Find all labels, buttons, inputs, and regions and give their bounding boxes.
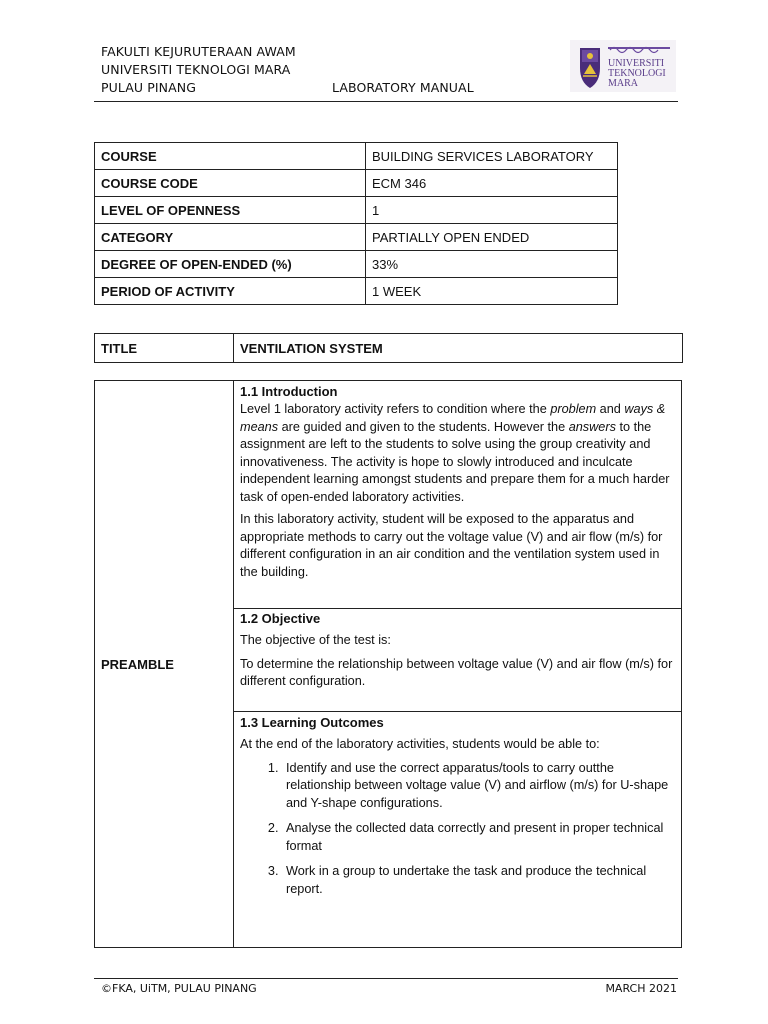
table-row [95, 251, 618, 278]
info-value: PARTIALLY OPEN ENDED [366, 224, 618, 251]
info-value: BUILDING SERVICES LABORATORY [366, 143, 618, 170]
introduction-paragraph: Level 1 laboratory activity refers to condition where the problem and ways & means are guided and given to the students. However the answers to the assignment are left to the students to solve using the group creativity and innovativeness. The activity is hope to slowly introduced and inculcate independent learning amongst students and prepare them for a much harder task of open-ended laboratory activities. [240, 402, 670, 504]
uitm-logo [570, 40, 676, 92]
info-value: 1 [366, 197, 618, 224]
footer-date: MARCH 2021 [605, 982, 677, 995]
course-info-table [94, 142, 618, 305]
info-label: COURSE [95, 143, 366, 170]
objective-intro: The objective of the test is: [240, 633, 391, 647]
learning-outcomes-heading: 1.3 Learning Outcomes [240, 715, 384, 730]
table-row [95, 143, 618, 170]
title-row [95, 334, 683, 363]
faculty-name: FAKULTI KEJURUTERAAN AWAM [101, 44, 296, 59]
info-label: LEVEL OF OPENNESS [95, 197, 366, 224]
footer-divider [94, 978, 678, 979]
table-row [95, 170, 618, 197]
table-row [95, 278, 618, 305]
header-divider [94, 101, 678, 102]
objective-text: To determine the relationship between voltage value (V) and air flow (m/s) for different configuration. [240, 656, 673, 688]
section-divider [234, 608, 681, 609]
info-label: PERIOD OF ACTIVITY [95, 278, 366, 305]
learning-outcomes-section [234, 714, 681, 906]
learning-outcomes-list [240, 760, 675, 899]
preamble-table [94, 380, 682, 948]
info-value: 1 WEEK [366, 278, 618, 305]
introduction-heading: 1.1 Introduction [240, 384, 338, 399]
objective-section [234, 610, 681, 691]
preamble-label: PREAMBLE [101, 657, 174, 672]
table-row [95, 224, 618, 251]
svg-text:UNIVERSITI: UNIVERSITI [608, 58, 665, 69]
university-name: UNIVERSITI TEKNOLOGI MARA [101, 62, 291, 77]
campus-name: PULAU PINANG [101, 80, 196, 95]
introduction-section [234, 383, 681, 581]
info-label: DEGREE OF OPEN-ENDED (%) [95, 251, 366, 278]
info-label: CATEGORY [95, 224, 366, 251]
manual-title: LABORATORY MANUAL [332, 80, 474, 95]
introduction-paragraph-2: In this laboratory activity, student will be exposed to the apparatus and appropriate methods to carry out the voltage value (V) and air flow (m/s) for different configuration in an air condition and the ventilation system used in the building. [240, 512, 663, 579]
info-value: 33% [366, 251, 618, 278]
learning-outcomes-intro: At the end of the laboratory activities, students would be able to: [240, 737, 600, 751]
objective-heading: 1.2 Objective [240, 611, 321, 626]
table-row [95, 197, 618, 224]
footer-copyright: ©FKA, UiTM, PULAU PINANG [101, 982, 257, 995]
svg-text:TEKNOLOGI: TEKNOLOGI [608, 68, 666, 79]
title-table [94, 333, 683, 363]
info-value: ECM 346 [366, 170, 618, 197]
title-value: VENTILATION SYSTEM [234, 334, 683, 363]
title-label: TITLE [95, 334, 234, 363]
list-item: 1. Identify and use the correct apparatus/tools to carry outthe relationship between voltage value (V) and airflow (m/s) for U-shape and Y-shape configurations. [282, 760, 675, 813]
list-item: 3. Work in a group to undertake the task and produce the technical report. [282, 863, 675, 898]
svg-text:MARA: MARA [608, 78, 639, 89]
info-label: COURSE CODE [95, 170, 366, 197]
section-divider [234, 711, 681, 712]
list-item: 2. Analyse the collected data correctly and present in proper technical format [282, 820, 675, 855]
